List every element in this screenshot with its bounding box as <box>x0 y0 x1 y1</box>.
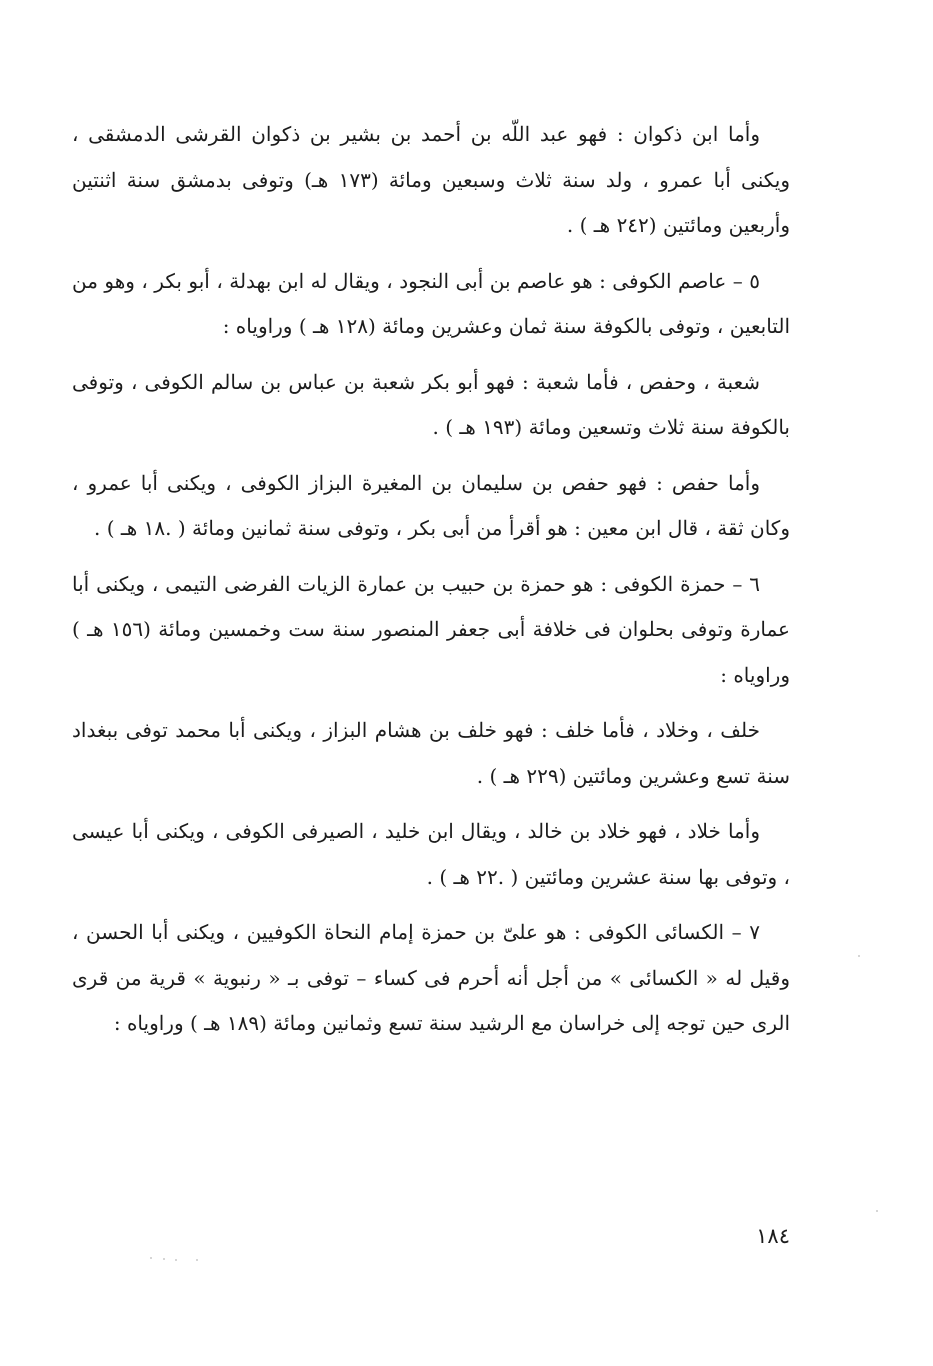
paragraph-khallad: وأما خلاد ، فهو خلاد بن خالد ، ويقال ابن خليد ، الصيرفى الكوفى ، ويكنى أبا عيسى ، وتوفى بها سنة عشرين ومائتين ( .٢٢ هـ ) . <box>72 819 790 889</box>
scan-speck <box>858 955 860 957</box>
scan-speck <box>876 1210 878 1212</box>
page-body-text <box>72 112 790 1047</box>
paragraph-hamza-al-kufi: ٦ – حمزة الكوفى : هو حمزة بن حبيب بن عمارة الزيات الفرضى التيمى ، ويكنى أبا عمارة وتوفى بحلوان فى خلافة أبى جعفر المنصور سنة ست وخمسين ومائة (١٥٦ هـ ) وراوياه : <box>72 571 790 687</box>
scan-speck <box>150 1257 152 1259</box>
paragraph-shuba: شعبة ، وحفص ، فأما شعبة : فهو أبو بكر شعبة بن عباس بن سالم الكوفى ، وتوفى بالكوفة سنة ثلاث وتسعين ومائة (١٩٣ هـ ) . <box>72 369 790 439</box>
paragraph-hafs: وأما حفص : فهو حفص بن سليمان بن المغيرة البزاز الكوفى ، ويكنى أبا عمرو ، وكان ثقة ، قال ابن معين : هو أقرأ من أبى بكر ، وتوفى سنة ثمانين ومائة ( .١٨ هـ ) . <box>72 470 790 540</box>
scan-speck <box>163 1258 165 1260</box>
paragraph-ibn-dhakwan: وأما ابن ذكوان : فهو عبد اللّه بن أحمد بن بشير بن ذكوان القرشى الدمشقى ، ويكنى أبا عمرو ، ولد سنة ثلاث وسبعين ومائة (١٧٣ هـ) وتوفى بدمشق سنة اثنتين وأربعين ومائتين (٢٤٢ هـ ) . <box>72 122 791 237</box>
page-number: ١٨٤ <box>756 1224 790 1248</box>
scan-speck <box>175 1259 177 1261</box>
scan-speck <box>196 1259 198 1261</box>
paragraph-khalaf: خلف ، وخلاد ، فأما خلف : فهو خلف بن هشام البزاز ، ويكنى أبا محمد توفى ببغداد سنة تسع وعشرين ومائتين (٢٢٩ هـ ) . <box>72 718 790 788</box>
paragraph-al-kisai: ٧ – الكسائى الكوفى : هو علىّ بن حمزة إمام النحاة الكوفيين ، ويكنى أبا الحسن ، وقيل له « الكسائى » من أجل أنه أحرم فى كساء – توفى بـ « رنبوية » قرية من قرى الرى حين توجه إلى خراسان مع الرشيد سنة تسع وثمانين ومائة (١٨٩ هـ ) وراوياه : <box>72 920 790 1035</box>
paragraph-asim-al-kufi: ٥ – عاصم الكوفى : هو عاصم بن أبى النجود ، ويقال له ابن بهدلة ، أبو بكر ، وهو من التابعين ، وتوفى بالكوفة سنة ثمان وعشرين ومائة (١٢٨ هـ ) وراوياه : <box>72 268 790 338</box>
